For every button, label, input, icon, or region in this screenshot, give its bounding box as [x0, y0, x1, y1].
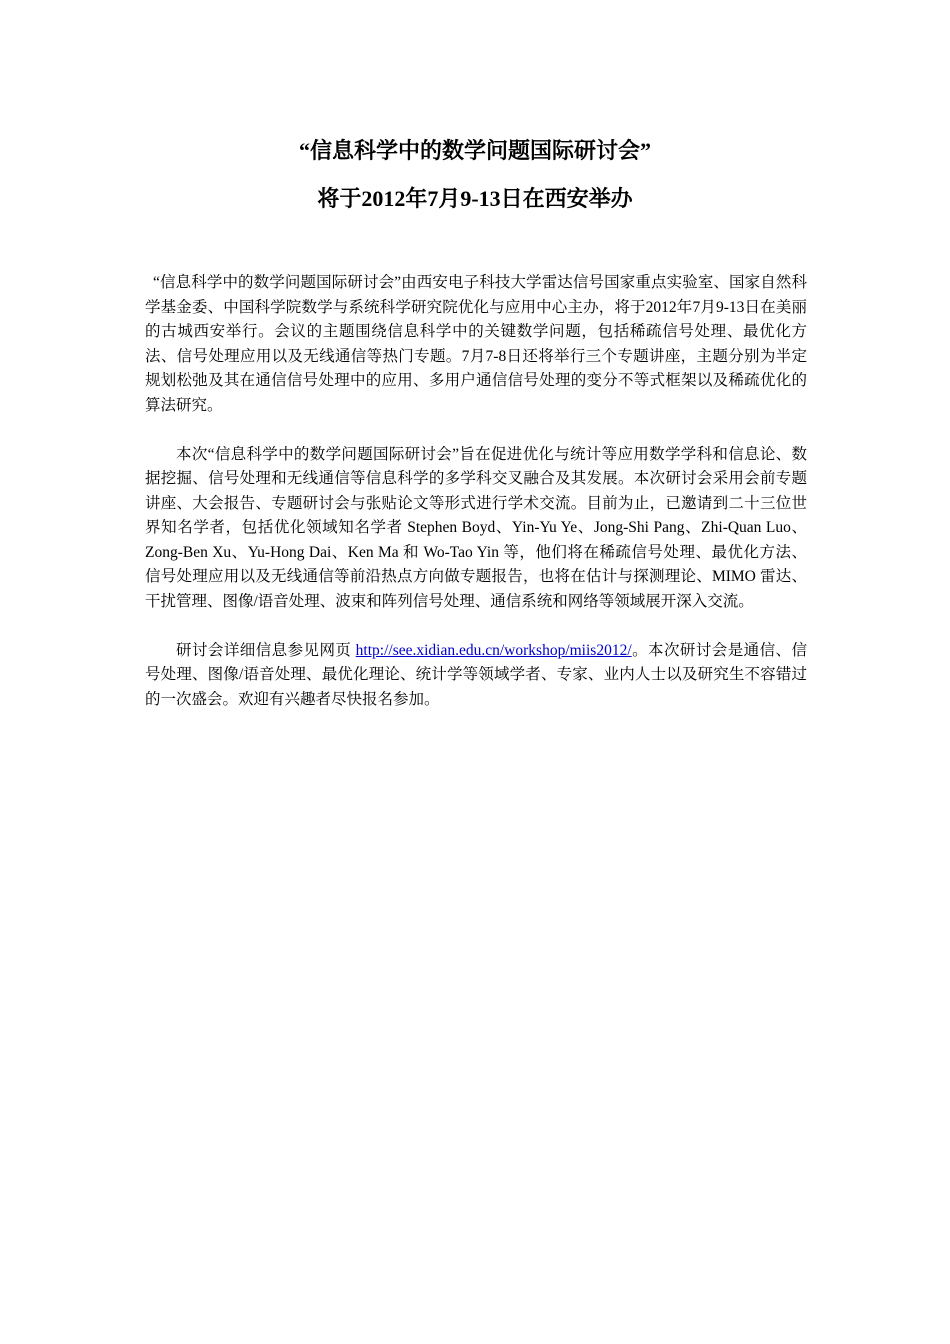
paragraph-speakers: 本次“信息科学中的数学问题国际研讨会”旨在促进优化与统计等应用数学学科和信息论、数据挖掘、信号处理和无线通信等信息科学的多学科交叉融合及其发展。本次研讨会采用会前专题讲座、大会报告、专题研讨会与张贴论文等形式进行学术交流。目前为止，已邀请到二十三位世界知名学者，包括优化领域知名学者 Stephen Boyd、Yin-Yu Ye、Jong-Shi Pang、Zhi-Quan Luo、Zong-Ben Xu、Yu-Hong Dai、Ken Ma 和 Wo-Tao Yin 等，他们将在稀疏信号处理、最优化方法、信号处理应用以及无线通信等前沿热点方向做专题报告，也将在估计与探测理论、MIMO 雷达、干扰管理、图像/语音处理、波束和阵列信号处理、通信系统和网络等领域展开深入交流。: [145, 445, 807, 610]
paragraph-website-rest: 。本次研讨会是通信、信号处理、图像/语音处理、最优化理论、统计学等领域学者、专家、业内人士以及研究生不容错过的一次盛会。欢迎有兴趣者尽快报名参加。: [145, 641, 807, 708]
paragraph-overview: “信息科学中的数学问题国际研讨会”由西安电子科技大学雷达信号国家重点实验室、国家自然科学基金委、中国科学院数学与系统科学研究院优化与应用中心主办，将于2012年7月9-13日在美丽的古城西安举行。会议的主题围绕信息科学中的关键数学问题，包括稀疏信号处理、最优化方法、信号处理应用以及无线通信等热门专题。7月7-8日还将举行三个专题讲座，主题分别为半定规划松弛及其在通信信号处理中的应用、多用户通信信号处理的变分不等式框架以及稀疏优化的算法研究。: [145, 274, 807, 414]
paragraph-website-intro: 研讨会详细信息参见网页: [176, 641, 356, 659]
document-title-line-2: 将于2012年7月9-13日在西安举办: [317, 186, 633, 211]
workshop-link[interactable]: http://see.xidian.edu.cn/workshop/miis2012/: [355, 641, 632, 659]
document-body: [145, 271, 807, 712]
document-title-line-1: “信息科学中的数学问题国际研讨会”: [298, 138, 651, 163]
paragraph-website: [145, 639, 807, 713]
